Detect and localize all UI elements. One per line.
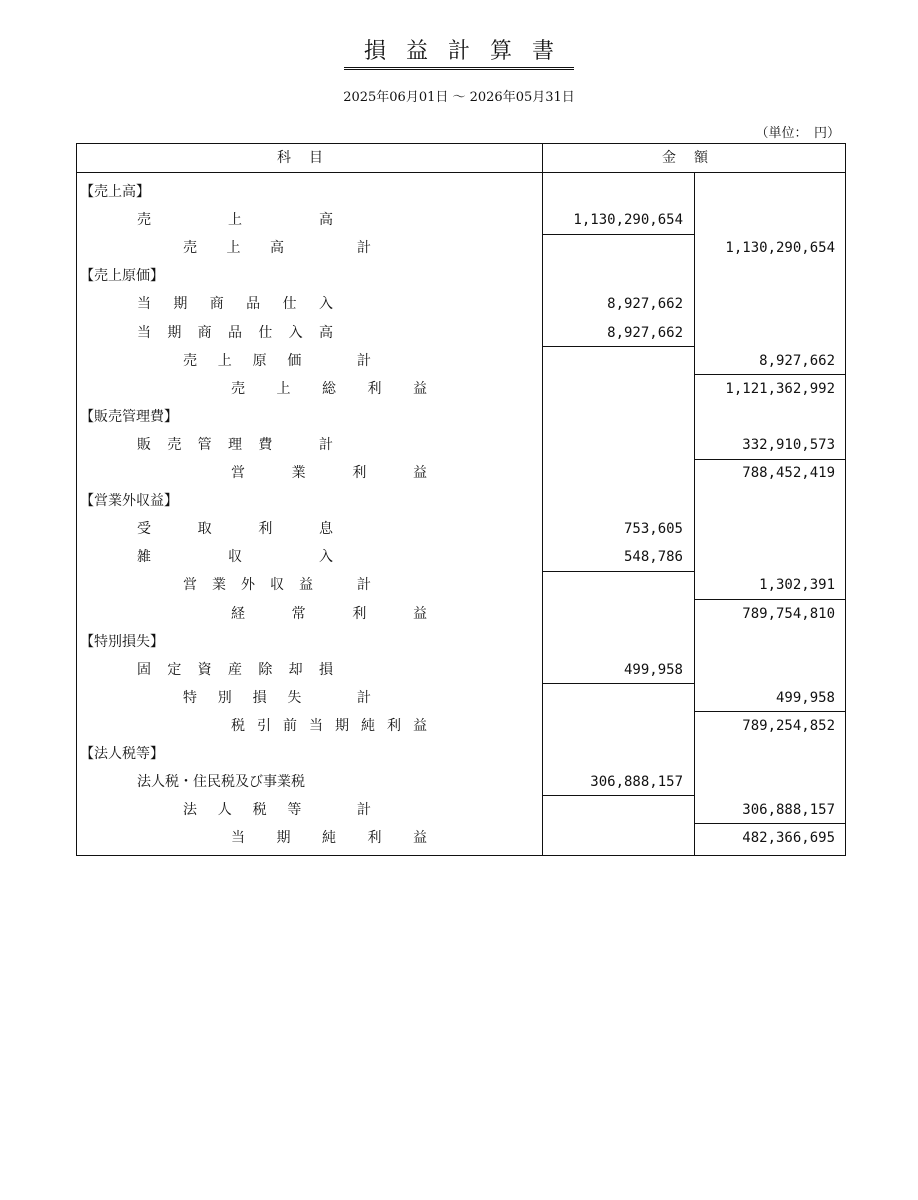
detail-amount: 306,888,157 <box>590 774 683 790</box>
line-item-label: 税 引 前 当 期 純 利 益 <box>231 718 427 734</box>
line-item-label: 売 上 高 計 <box>183 240 371 256</box>
total-amount: 499,958 <box>775 690 835 706</box>
detail-amount: 8,927,662 <box>607 325 683 341</box>
total-amount: 1,121,362,992 <box>725 381 835 397</box>
fiscal-period: 2025年06月01日 ～ 2026年05月31日 <box>343 90 575 105</box>
line-item-label: 特 別 損 失 計 <box>183 690 371 706</box>
total-amount: 788,452,419 <box>742 465 835 481</box>
line-item-label: 営 業 外 収 益 計 <box>183 577 371 593</box>
total-amount: 332,910,573 <box>742 437 835 453</box>
section-heading: 【販売管理費】 <box>80 409 178 425</box>
line-item-label: 営 業 利 益 <box>231 465 427 481</box>
total-amount: 1,130,290,654 <box>725 240 835 256</box>
amount-header: 金額 <box>662 150 726 166</box>
subject-header: 科目 <box>277 150 341 166</box>
line-item-label: 売 上 原 価 計 <box>183 353 371 369</box>
detail-amount: 753,605 <box>623 521 683 537</box>
line-item-label: 売 上 総 利 益 <box>231 381 427 397</box>
section-heading: 【特別損失】 <box>80 634 164 650</box>
total-amount: 306,888,157 <box>742 802 835 818</box>
header-divider <box>76 172 846 173</box>
section-heading: 【売上高】 <box>80 184 150 200</box>
section-heading: 【営業外収益】 <box>80 493 178 509</box>
section-heading: 【法人税等】 <box>80 746 164 762</box>
line-item-label: 経 常 利 益 <box>231 606 427 622</box>
unit-label: （単位： 円） <box>755 126 840 141</box>
line-item-label: 法人税・住民税及び事業税 <box>137 774 305 790</box>
amount-column-divider <box>694 172 695 856</box>
section-heading: 【売上原価】 <box>80 268 164 284</box>
line-item-label: 販 売 管 理 費 計 <box>137 437 333 453</box>
line-item-label: 当 期 純 利 益 <box>231 830 427 846</box>
rule-col1 <box>542 234 694 235</box>
total-amount: 482,366,695 <box>742 830 835 846</box>
total-amount: 1,302,391 <box>759 577 835 593</box>
total-amount: 789,254,852 <box>742 718 835 734</box>
line-item-label: 雑 収 入 <box>137 549 333 565</box>
detail-amount: 499,958 <box>623 662 683 678</box>
total-amount: 789,754,810 <box>742 606 835 622</box>
line-item-label: 売 上 高 <box>137 212 333 228</box>
total-amount: 8,927,662 <box>759 353 835 369</box>
subject-amount-divider <box>542 143 543 856</box>
document-title: 損益計算書 <box>0 38 918 70</box>
detail-amount: 8,927,662 <box>607 296 683 312</box>
rule-col1 <box>542 571 694 572</box>
line-item-label: 受 取 利 息 <box>137 521 333 537</box>
line-item-label: 当 期 商 品 仕 入 高 <box>137 325 333 341</box>
line-item-label: 固 定 資 産 除 却 損 <box>137 662 333 678</box>
line-item-label: 当 期 商 品 仕 入 <box>137 296 333 312</box>
line-item-label: 法 人 税 等 計 <box>183 802 371 818</box>
detail-amount: 1,130,290,654 <box>573 212 683 228</box>
detail-amount: 548,786 <box>623 549 683 565</box>
